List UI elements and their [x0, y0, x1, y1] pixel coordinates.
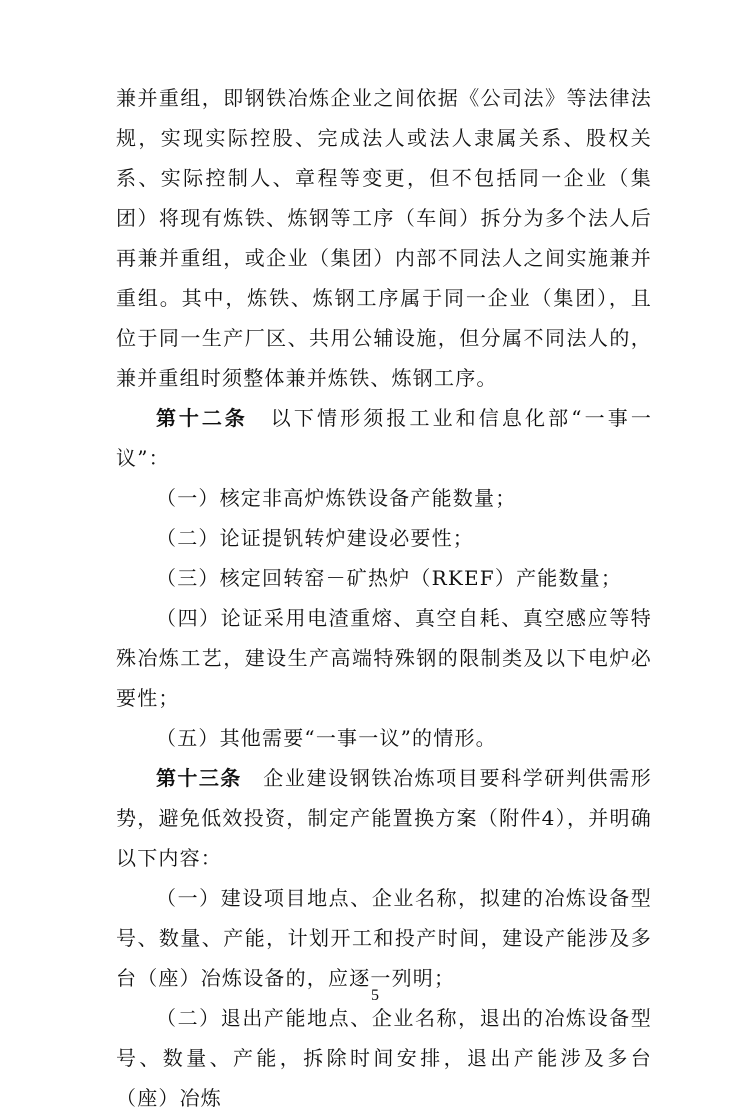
paragraph-text: （三）核定回转窑－矿热炉（RKEF）产能数量； — [156, 566, 623, 590]
paragraph-text: （一）建设项目地点、企业名称，拟建的冶炼设备型号、数量、产能，计划开工和投产时间，建设产能涉及多台（座）冶炼设备的，应逐一列明； — [116, 886, 652, 990]
paragraph-text: （一）核定非高炉炼铁设备产能数量； — [156, 486, 517, 510]
page-number: 5 — [371, 987, 379, 1004]
document-body — [116, 78, 652, 1118]
list-item-13-1 — [116, 878, 652, 998]
list-item-2 — [116, 518, 652, 558]
paragraph-text: 以下情形须报工业和信息化部“一事一议”： — [116, 406, 653, 470]
paragraph-text: （二）退出产能地点、企业名称，退出的冶炼设备型号、数量、产能，拆除时间安排，退出产能涉及多台（座）冶炼 — [116, 1006, 652, 1110]
list-item-3 — [116, 558, 652, 598]
paragraph-text: 兼并重组，即钢铁冶炼企业之间依据《公司法》等法律法规，实现实际控股、完成法人或法人隶属关系、股权关系、实际控制人、章程等变更，但不包括同一企业（集团）将现有炼铁、炼钢等工序（车间）拆分为多个法人后再兼并重组，或企业（集团）内部不同法人之间实施兼并重组。其中，炼铁、炼钢工序属于同一企业（集团），且位于同一生产厂区、共用公辅设施，但分属不同法人的，兼并重组时须整体兼并炼铁、炼钢工序。 — [116, 86, 652, 390]
paragraph-1 — [116, 78, 652, 398]
article-13 — [116, 758, 652, 878]
article-heading: 第十三条 — [156, 766, 242, 790]
list-item-4 — [116, 598, 652, 718]
paragraph-text: （二）论证提钒转炉建设必要性； — [156, 526, 474, 550]
article-12 — [116, 398, 652, 478]
paragraph-text: 企业建设钢铁冶炼项目要科学研判供需形势，避免低效投资，制定产能置换方案（附件4），并明确以下内容： — [116, 766, 652, 870]
list-item-5 — [116, 718, 652, 758]
paragraph-text: （五）其他需要“一事一议”的情形。 — [156, 726, 497, 750]
list-item-13-2 — [116, 998, 652, 1118]
paragraph-text: （四）论证采用电渣重熔、真空自耗、真空感应等特殊冶炼工艺，建设生产高端特殊钢的限制类及以下电炉必要性； — [116, 606, 652, 710]
article-heading: 第十二条 — [156, 406, 248, 430]
list-item-1 — [116, 478, 652, 518]
